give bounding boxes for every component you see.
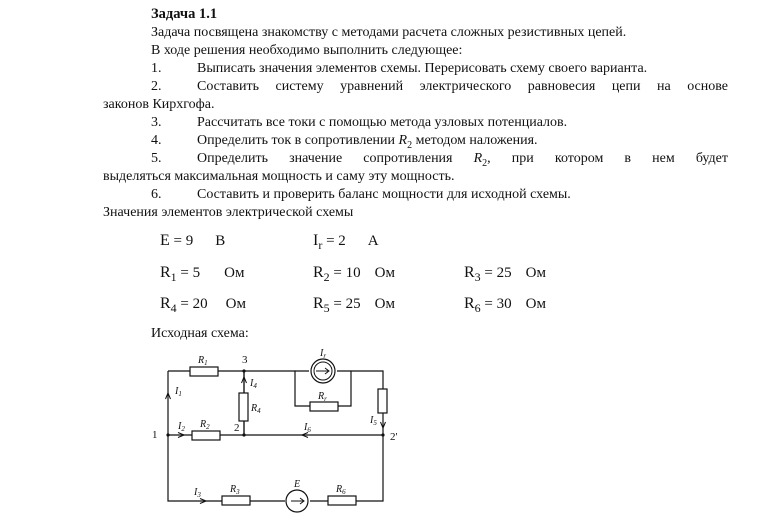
value-number: 20 (192, 296, 208, 312)
value-symbol: R (313, 295, 324, 312)
step-number: 6. (151, 187, 162, 202)
value-R1 (160, 264, 244, 285)
value-number: 9 (185, 233, 194, 249)
step-text-end: методом наложения. (412, 133, 538, 148)
task-title: Задача 1.1 (151, 6, 218, 22)
node-2-dot (242, 433, 245, 436)
step-text: Определить значение сопротивления (197, 151, 474, 166)
value-symbol: I (313, 232, 319, 249)
value-subscript: 6 (474, 301, 481, 315)
value-symbol: R (160, 295, 171, 312)
step-text: Рассчитать все токи с помощью метода узловых потенциалов. (197, 115, 568, 130)
wire-left (168, 371, 285, 501)
value-subscript: 5 (323, 301, 330, 315)
step-2 (151, 79, 728, 95)
value-eq: = (176, 296, 193, 312)
label-i4: $I_4$ (250, 378, 257, 390)
value-subscript: 3 (474, 270, 481, 284)
value-number: 10 (345, 265, 361, 281)
value-eq: = (329, 296, 346, 312)
step-text: Составить систему уравнений электрического равновесия цепи на основе (197, 79, 728, 94)
label-node-3: 3 (242, 354, 248, 366)
value-number: 25 (345, 296, 361, 312)
value-number: 5 (192, 265, 201, 281)
label-ir: $I_r$ (320, 348, 327, 360)
resistor-r2 (192, 431, 220, 440)
value-R5 (313, 295, 395, 316)
value-symbol: R (464, 295, 475, 312)
circuit-diagram (150, 348, 410, 518)
label-e: E (294, 479, 301, 490)
value-E (160, 232, 225, 250)
value-symbol: E (160, 232, 170, 249)
value-unit: Ом (525, 265, 546, 281)
resistor-r3 (222, 496, 250, 505)
value-eq: = (176, 265, 193, 281)
label-i1: $I_1$ (175, 386, 182, 398)
wire-bottom-right (310, 435, 383, 501)
step-5 (151, 151, 728, 169)
node-1-dot (166, 433, 169, 436)
value-unit: А (367, 233, 379, 249)
step-number: 5. (151, 151, 162, 166)
step-text: Определить ток в сопротивлении (197, 133, 399, 148)
resistor-r4 (239, 393, 248, 421)
step-2-continued: законов Кирхгофа. (103, 97, 215, 112)
value-R2 (313, 264, 395, 285)
value-subscript: r (318, 238, 323, 252)
value-R3 (464, 264, 546, 285)
value-unit: Ом (374, 296, 395, 312)
label-r3: $R_3$ (230, 484, 240, 496)
step-5-continued: выделяться максимальная мощность и саму эту мощность. (103, 169, 455, 184)
value-eq: = (169, 233, 186, 249)
values-heading: Значения элементов электрической схемы (103, 205, 354, 220)
node-3-dot (242, 369, 245, 372)
resistor-r5 (378, 389, 387, 413)
label-node-2p: 2' (390, 431, 398, 443)
label-rr: $R_r$ (318, 391, 327, 403)
resistor-r1 (190, 367, 218, 376)
step-number: 4. (151, 133, 162, 148)
step-1 (151, 61, 647, 77)
symbol: R (473, 151, 483, 166)
step-6 (151, 187, 571, 203)
step-number: 3. (151, 115, 162, 130)
scheme-label: Исходная схема: (151, 326, 249, 341)
node-2p-dot (381, 433, 384, 436)
resistor-r6 (328, 496, 356, 505)
resistor-rr (310, 402, 338, 411)
label-i3: $I_3$ (194, 487, 201, 499)
value-unit: Ом (525, 296, 546, 312)
value-eq: = (480, 296, 497, 312)
symbol-subscript: 2 (407, 139, 413, 151)
label-r1: $R_1$ (198, 355, 208, 367)
value-unit: Ом (225, 296, 246, 312)
value-R4 (160, 295, 246, 316)
value-eq: = (329, 265, 346, 281)
step-text: Составить и проверить баланс мощности для исходной схемы. (197, 187, 571, 202)
value-unit: В (215, 233, 226, 249)
step-text-end: , при котором в нем будет (487, 151, 728, 166)
value-subscript: 4 (170, 301, 177, 315)
step-3 (151, 115, 567, 131)
label-r4: $R_4$ (251, 403, 261, 415)
value-number: 25 (496, 265, 512, 281)
value-number: 30 (496, 296, 512, 312)
value-eq: = (322, 233, 339, 249)
step-text: Выписать значения элементов схемы. Перерисовать схему своего варианта. (197, 61, 648, 76)
label-i5: $I_5$ (370, 415, 377, 427)
value-R6 (464, 295, 546, 316)
task-need: В ходе решения необходимо выполнить следующее: (151, 43, 463, 58)
label-i6: $I_6$ (304, 422, 311, 434)
step-number: 2. (151, 79, 162, 94)
label-r2: $R_2$ (200, 419, 210, 431)
value-subscript: 1 (170, 270, 177, 284)
symbol-subscript: 2 (482, 157, 488, 169)
value-unit: Ом (374, 265, 395, 281)
value-eq: = (480, 265, 497, 281)
label-r6: $R_6$ (336, 484, 346, 496)
value-unit: Ом (224, 265, 245, 281)
value-number: 2 (338, 233, 346, 249)
label-node-1: 1 (152, 429, 158, 441)
task-intro: Задача посвящена знакомству с методами расчета сложных резистивных цепей. (151, 25, 627, 40)
value-Ir (313, 232, 379, 253)
value-subscript: 2 (323, 270, 330, 284)
value-symbol: R (313, 264, 324, 281)
value-symbol: R (160, 264, 171, 281)
label-node-2: 2 (234, 422, 240, 434)
symbol: R (398, 133, 408, 148)
value-symbol: R (464, 264, 475, 281)
step-number: 1. (151, 61, 162, 76)
step-4 (151, 133, 538, 151)
label-i2: $I_2$ (178, 421, 185, 433)
